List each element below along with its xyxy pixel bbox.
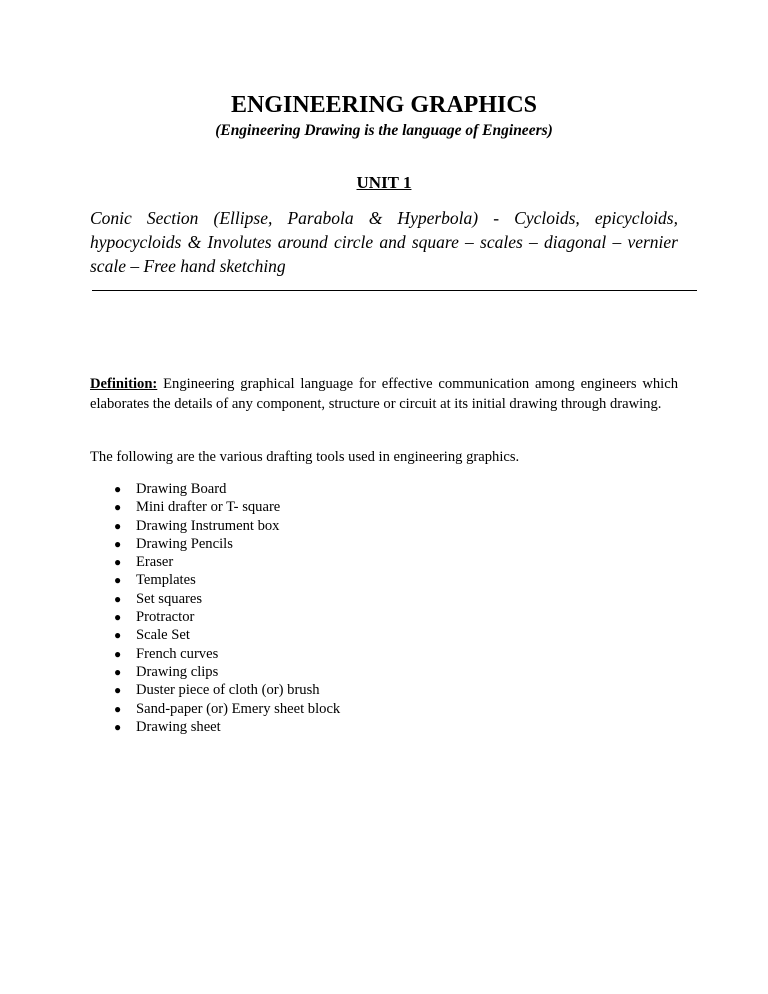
- tools-intro: The following are the various drafting tools used in engineering graphics.: [90, 449, 520, 465]
- definition-paragraph: [90, 374, 678, 414]
- bullet-icon: ●: [114, 664, 122, 679]
- bullet-icon: ●: [114, 573, 122, 588]
- bullet-icon: ●: [114, 683, 122, 698]
- list-item: ● French curves: [114, 645, 219, 662]
- bullet-icon: ●: [114, 536, 122, 551]
- list-item: ● Templates: [114, 572, 196, 589]
- definition-text: Engineering graphical language for effective communication among engineers which elaborates the details of any component, structure or circuit at its initial drawing through drawing.: [90, 376, 678, 412]
- bullet-icon: ●: [114, 518, 122, 533]
- bullet-icon: ●: [114, 701, 122, 716]
- bullet-icon: ●: [114, 628, 122, 643]
- bullet-icon: ●: [114, 555, 122, 570]
- bullet-icon: ●: [114, 500, 122, 515]
- list-item: ● Eraser: [114, 554, 174, 571]
- bullet-icon: ●: [114, 610, 122, 625]
- section-divider: [92, 290, 697, 291]
- tools-list: [0, 480, 340, 736]
- bullet-icon: ●: [114, 591, 122, 606]
- document-subtitle: (Engineering Drawing is the language of Engineers): [215, 122, 553, 139]
- list-item: ● Protractor: [114, 609, 195, 626]
- list-item: ● Scale Set: [114, 627, 190, 644]
- document-title: ENGINEERING GRAPHICS: [230, 92, 538, 118]
- list-item: ● Drawing Instrument box: [114, 517, 280, 534]
- list-item: ● Set squares: [114, 590, 203, 607]
- list-item: ● Drawing sheet: [114, 718, 221, 735]
- list-item: ● Drawing clips: [114, 663, 219, 680]
- list-item: ● Drawing Board: [114, 481, 227, 497]
- definition-label: Definition:: [90, 376, 158, 392]
- bullet-icon: ●: [114, 719, 122, 734]
- list-item: ● Mini drafter or T- square: [114, 499, 281, 516]
- list-item: ● Drawing Pencils: [114, 535, 233, 552]
- list-item: ● Duster piece of cloth (or) brush: [114, 682, 320, 699]
- unit-heading: UNIT 1: [356, 173, 412, 192]
- unit-syllabus: Conic Section (Ellipse, Parabola & Hyperbola) - Cycloids, epicycloids, hypocycloids & Involutes around circle and square – scales – diagonal – vernier scale – Free hand sketching: [90, 208, 678, 276]
- bullet-icon: ●: [114, 482, 122, 496]
- bullet-icon: ●: [114, 646, 122, 661]
- list-item: ● Sand-paper (or) Emery sheet block: [114, 700, 341, 717]
